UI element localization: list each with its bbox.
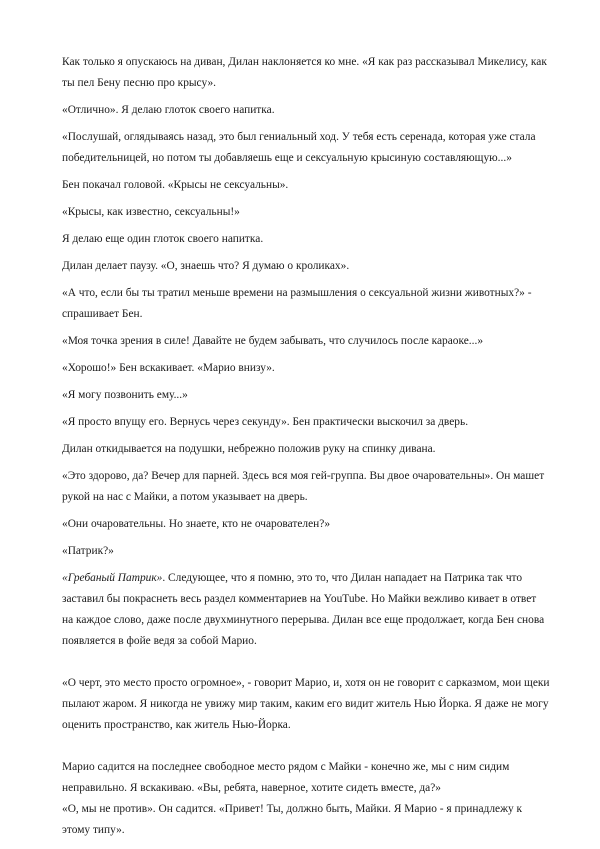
paragraph-4: Бен покачал головой. «Крысы не сексуальны». xyxy=(62,179,289,191)
paragraph-5: «Крысы, как известно, сексуальны!» xyxy=(62,206,240,218)
paragraph-3: «Послушай, оглядываясь назад, это был гениальный ход. У тебя есть серенада, которая уже стала победительницей, но потом ты добавляешь еще и сексуальную крысиную составляющую...» xyxy=(62,131,536,164)
paragraph-11: «Я могу позвонить ему...» xyxy=(62,389,188,401)
paragraph-9: «Моя точка зрения в силе! Давайте не будем забывать, что случилось после караоке...» xyxy=(62,335,484,347)
section-2-paragraph: «О черт, это место просто огромное», - говорит Марио, и, хотя он не говорит с сарказмом, мои щеки пылают жаром. Я никогда не увижу мир таким, каким его видит житель Нью Йорка. Я даже не могу оценить пространство, как житель Нью-Йорка. xyxy=(62,677,550,731)
paragraph-1: Как только я опускаюсь на диван, Дилан наклоняется ко мне. «Я как раз рассказывал Микелису, как ты пел Бену песню про крысу». xyxy=(62,56,547,89)
paragraph-12: «Я просто впущу его. Вернусь через секунду». Бен практически выскочил за дверь. xyxy=(62,416,469,428)
paragraph-14: «Это здорово, да? Вечер для парней. Здесь вся моя гей-группа. Вы двое очаровательны». Он машет рукой на нас с Майки, а потом указывает на дверь. xyxy=(62,470,545,503)
paragraph-6: Я делаю еще один глоток своего напитка. xyxy=(62,233,264,245)
paragraph-2: «Отлично». Я делаю глоток своего напитка. xyxy=(62,104,275,116)
paragraph-10: «Хорошо!» Бен вскакивает. «Марио внизу». xyxy=(62,362,275,374)
section-3-paragraph-a: Марио садится на последнее свободное место рядом с Майки - конечно же, мы с ним сидим неправильно. Я вскакиваю. «Вы, ребята, наверное, хотите сидеть вместе, да?» xyxy=(62,761,510,794)
paragraph-13: Дилан откидывается на подушки, небрежно положив руку на спинку дивана. xyxy=(62,443,436,455)
paragraph-17 xyxy=(62,568,550,652)
paragraph-7: Дилан делает паузу. «О, знаешь что? Я думаю о кроликах». xyxy=(62,260,350,272)
paragraph-16: «Патрик?» xyxy=(62,545,114,557)
paragraph-17-text: . Следующее, что я помню, это то, что Дилан нападает на Патрика так что заставил бы покраснеть весь раздел комментариев на YouTube. Но Майки вежливо кивает в ответ на каждое слово, даже после двухминутного перерыва. Дилан все еще продолжает, когда Бен снова появляется в фойе ведя за собой Марио. xyxy=(62,572,545,647)
paragraph-15: «Они очаровательны. Но знаете, кто не очарователен?» xyxy=(62,518,331,530)
paragraph-8: «А что, если бы ты тратил меньше времени на размышления о сексуальной жизни животных?» - спрашивает Бен. xyxy=(62,287,532,320)
italic-phrase: «Гребаный Патрик» xyxy=(62,572,163,584)
section-3-paragraph-b: «О, мы не против». Он садится. «Привет! Ты, должно быть, Майки. Я Марио - я принадлежу к этому типу». xyxy=(62,803,523,836)
